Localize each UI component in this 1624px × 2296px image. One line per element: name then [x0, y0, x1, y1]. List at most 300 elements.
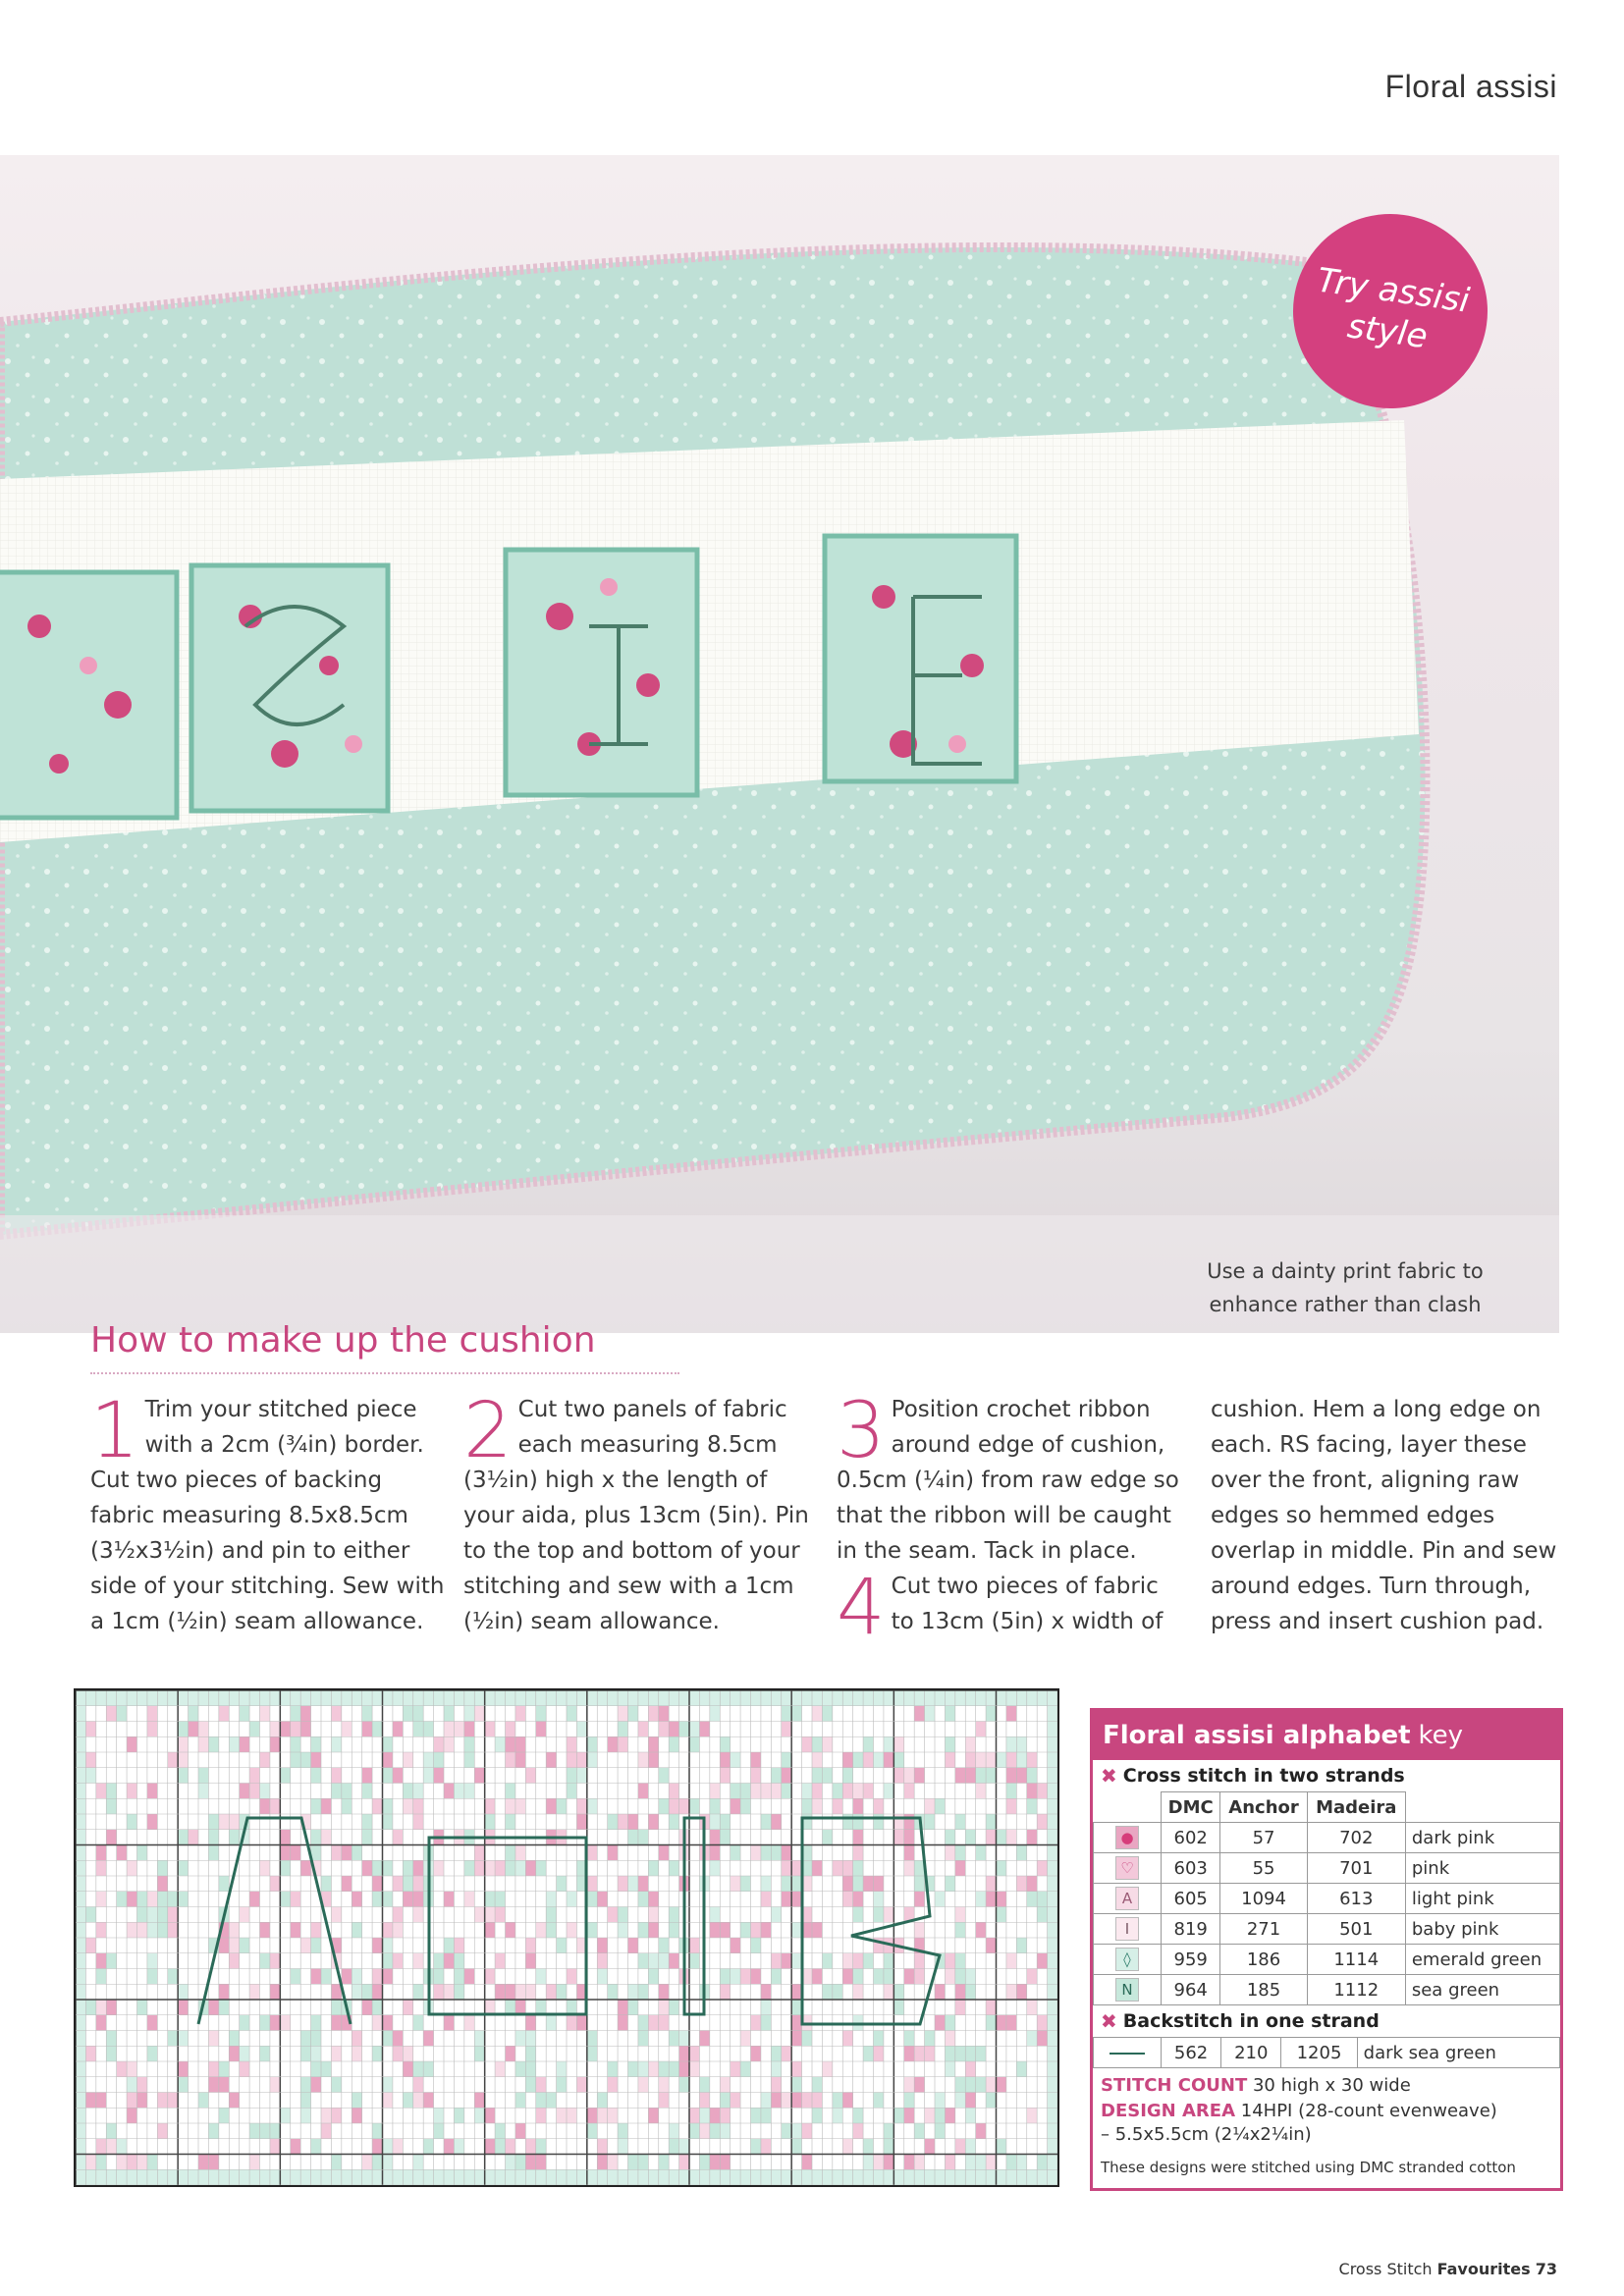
step-number: 1 [90, 1387, 139, 1475]
chart-cell [791, 2000, 801, 2015]
chart-cell [822, 1706, 832, 1722]
chart-cell [648, 1892, 658, 1907]
chart-cell [403, 2046, 412, 2061]
chart-cell [648, 1860, 658, 1876]
chart-cell [127, 2169, 136, 2185]
chart-cell [1037, 1814, 1047, 1830]
stitch-count-label: STITCH COUNT [1101, 2075, 1248, 2096]
chart-cell [761, 1784, 771, 1799]
chart-cell [608, 2169, 618, 2185]
step-text-second: around edge of cushion, [891, 1432, 1165, 1458]
chart-cell [935, 1690, 945, 1706]
chart-cell [853, 1860, 863, 1876]
chart-cell [791, 2015, 801, 2031]
chart-cell [1048, 1830, 1057, 1845]
chart-cell [965, 2169, 975, 2185]
chart-cell [648, 1969, 658, 1985]
thread-symbol-icon: ♡ [1115, 1856, 1139, 1880]
chart-cell [229, 1814, 239, 1830]
chart-cell [506, 1752, 515, 1768]
chart-cell [648, 2015, 658, 2031]
chart-cell [85, 2000, 95, 2015]
chart-cell [1016, 2169, 1026, 2185]
chart-cell [464, 2169, 474, 2185]
chart-cell [1048, 2077, 1057, 2093]
chart-cell [260, 2046, 270, 2061]
chart-cell [669, 2031, 678, 2047]
step-text-continued: cushion. Hem a long edge on each. RS facing, layer these over the front, aligning raw edges so hemmed edges overlap in middle. Pin and sew around edges. Turn through, press and insert cushion pad. [1211, 1397, 1557, 1634]
thread-symbol-icon: ◊ [1115, 1948, 1139, 1971]
chart-cell [699, 1722, 709, 1737]
chart-cell [914, 2155, 924, 2170]
chart-cell [710, 1798, 720, 1814]
chart-cell [761, 2139, 771, 2155]
chart-cell [127, 2155, 136, 2170]
chart-cell [1016, 1752, 1026, 1768]
chart-cell [280, 1860, 290, 1876]
chart-cell [669, 1907, 678, 1923]
chart-cell [249, 1690, 259, 1706]
chart-cell [342, 1876, 352, 1892]
chart-cell [96, 1953, 106, 1969]
chart-cell [536, 1969, 546, 1985]
chart-cell [423, 1752, 433, 1768]
chart-cell [986, 1706, 996, 1722]
chart-cell [147, 2046, 157, 2061]
chart-cell [331, 1690, 341, 1706]
chart-cell [189, 1706, 198, 1722]
chart-cell [198, 2155, 208, 2170]
chart-cell [147, 1892, 157, 1907]
chart-cell [444, 1892, 454, 1907]
chart-cell [751, 2139, 761, 2155]
chart-cell [229, 2093, 239, 2109]
chart-cell [771, 1845, 781, 1861]
chart-cell [1048, 2015, 1057, 2031]
chart-cell [986, 1768, 996, 1784]
chart-cell [751, 2046, 761, 2061]
chart-cell [423, 2139, 433, 2155]
chart-cell [669, 2139, 678, 2155]
chart-cell [945, 1736, 954, 1752]
step-text-second: each measuring 8.5cm [517, 1432, 778, 1458]
chart-cell [300, 2108, 310, 2123]
chart-cell [802, 2093, 812, 2109]
chart-cell [782, 1876, 791, 1892]
chart-cell [628, 1984, 638, 2000]
chart-cell [628, 2061, 638, 2077]
chart-cell [240, 1907, 249, 1923]
chart-cell [76, 1876, 85, 1892]
chart-cell [1016, 1736, 1026, 1752]
chart-cell [976, 1922, 986, 1938]
chart-cell [976, 1690, 986, 1706]
chart-cell [240, 1784, 249, 1799]
chart-cell [791, 1706, 801, 1722]
chart-cell [659, 2093, 669, 2109]
chart-cell [117, 2155, 127, 2170]
chart-cell [85, 1768, 95, 1784]
chart-cell [965, 1736, 975, 1752]
thread-symbol-cell [1094, 1975, 1162, 2005]
chart-cell [106, 2123, 116, 2139]
chart-cell [659, 1953, 669, 1969]
chart-cell [997, 2169, 1006, 2185]
chart-cell [515, 2169, 525, 2185]
chart-cell [106, 1830, 116, 1845]
chart-cell [955, 2093, 965, 2109]
chart-cell [434, 2123, 444, 2139]
chart-cell [659, 1845, 669, 1861]
chart-cell [413, 1892, 423, 1907]
chart-cell [178, 1736, 188, 1752]
chart-cell [311, 1938, 321, 1953]
chart-cell [699, 2093, 709, 2109]
chart-cell [208, 2061, 218, 2077]
chart-cell [219, 1690, 229, 1706]
cross-stitch-chart [74, 1688, 1059, 2187]
chart-cell [178, 1860, 188, 1876]
chart-cell [157, 2093, 167, 2109]
chart-cell [495, 1953, 505, 1969]
chart-cell [300, 2093, 310, 2109]
chart-cell [117, 2139, 127, 2155]
chart-cell [270, 2123, 280, 2139]
chart-cell [638, 2031, 648, 2047]
chart-cell [525, 2139, 535, 2155]
chart-cell [782, 1860, 791, 1876]
chart-cell [628, 2000, 638, 2015]
chart-cell [587, 1845, 597, 1861]
chart-cell [311, 1752, 321, 1768]
chart-cell [413, 1784, 423, 1799]
chart-cell [648, 1736, 658, 1752]
chart-cell [178, 1892, 188, 1907]
chart-cell [506, 1798, 515, 1814]
chart-cell [904, 1830, 914, 1845]
chart-cell [96, 2000, 106, 2015]
chart-cell [771, 1690, 781, 1706]
chart-cell [383, 1798, 393, 1814]
chart-cell [372, 1690, 382, 1706]
chart-cell [576, 1768, 586, 1784]
chart-cell [525, 1953, 535, 1969]
chart-cell [444, 2015, 454, 2031]
chart-cell [955, 2139, 965, 2155]
chart-cell [372, 1876, 382, 1892]
chart-cell [444, 1722, 454, 1737]
chart-cell [597, 1690, 607, 1706]
chart-cell [699, 2169, 709, 2185]
chart-cell [976, 2077, 986, 2093]
thread-name: emerald green [1405, 1945, 1559, 1975]
chart-cell [219, 1984, 229, 2000]
chart-cell [874, 1798, 884, 1814]
chart-cell [506, 1722, 515, 1737]
step-column-2 [463, 1387, 822, 1639]
thread-symbol-icon: I [1115, 1917, 1139, 1941]
chart-cell [137, 1690, 147, 1706]
chart-cell [1048, 1752, 1057, 1768]
chart-cell [893, 1768, 903, 1784]
chart-cell [495, 1907, 505, 1923]
chart-cell [393, 2169, 403, 2185]
chart-cell [352, 2046, 361, 2061]
chart-cell [720, 1830, 730, 1845]
chart-cell [791, 1860, 801, 1876]
chart-cell [782, 1706, 791, 1722]
chart-cell [965, 1830, 975, 1845]
footer-issue: Favourites [1436, 2260, 1531, 2278]
chart-cell [249, 2155, 259, 2170]
chart-cell [720, 1814, 730, 1830]
chart-cell [1006, 1752, 1016, 1768]
chart-cell [782, 1690, 791, 1706]
chart-cell [106, 2031, 116, 2047]
chart-cell [464, 1752, 474, 1768]
chart-cell [669, 2000, 678, 2015]
chart-cell [147, 1814, 157, 1830]
thread-anchor: 186 [1220, 1945, 1307, 1975]
chart-cell [731, 2169, 740, 2185]
step-text-rest: (3½in) high x the length of your aida, plus 13cm (5in). Pin to the top and bottom of your stitching and sew with a 1cm (½in) seam allowance. [463, 1468, 809, 1634]
chart-cell [997, 2015, 1006, 2031]
chart-cell [485, 2139, 495, 2155]
chart-cell [260, 1690, 270, 1706]
badge-line1: Try assisi [1314, 260, 1472, 321]
chart-cell [240, 1736, 249, 1752]
cushion-photo [0, 155, 1559, 1333]
chart-cell [106, 2139, 116, 2155]
chart-cell [1016, 1768, 1026, 1784]
chart-cell [147, 1722, 157, 1737]
chart-cell [628, 1814, 638, 1830]
chart-cell [914, 2077, 924, 2093]
chart-cell [506, 2046, 515, 2061]
chart-cell [515, 1706, 525, 1722]
chart-cell [853, 1784, 863, 1799]
chart-cell [198, 1768, 208, 1784]
chart-cell [710, 1706, 720, 1722]
chart-cell [85, 2169, 95, 2185]
chart-cell [1006, 1690, 1016, 1706]
chart-cell [771, 1907, 781, 1923]
chart-cell [884, 2139, 893, 2155]
chart-cell [260, 2015, 270, 2031]
chart-cell [1027, 1798, 1037, 1814]
chart-cell [536, 2139, 546, 2155]
chart-cell [413, 2015, 423, 2031]
chart-cell [740, 1798, 750, 1814]
chart-cell [474, 2169, 484, 2185]
chart-cell [331, 2015, 341, 2031]
chart-cell [842, 1860, 852, 1876]
chart-cell [761, 1814, 771, 1830]
chart-cell [1037, 2169, 1047, 2185]
chart-cell [557, 1690, 567, 1706]
chart-cell [96, 2093, 106, 2109]
chart-cell [576, 1752, 586, 1768]
chart-cell [597, 1969, 607, 1985]
chart-cell [536, 1690, 546, 1706]
chart-cell [567, 1922, 576, 1938]
chart-cell [587, 1798, 597, 1814]
chart-cell [506, 2169, 515, 2185]
chart-cell [842, 1953, 852, 1969]
chart-cell [270, 1876, 280, 1892]
chart-cell [567, 1690, 576, 1706]
chart-cell [342, 1845, 352, 1861]
chart-cell [771, 1814, 781, 1830]
chart-cell [914, 2169, 924, 2185]
chart-cell [965, 2061, 975, 2077]
chart-cell [751, 2169, 761, 2185]
caption-line2: enhance rather than clash [1209, 1293, 1482, 1316]
chart-cell [260, 1784, 270, 1799]
chart-cell [525, 2155, 535, 2170]
thread-key [1090, 1708, 1563, 2191]
chart-cell [495, 2139, 505, 2155]
chart-cell [506, 1690, 515, 1706]
chart-cell [311, 1798, 321, 1814]
chart-cell [731, 1845, 740, 1861]
chart-cell [976, 1752, 986, 1768]
chart-cell [506, 1922, 515, 1938]
chart-cell [1016, 1938, 1026, 1953]
chart-cell [219, 2000, 229, 2015]
column-header-dmc: DMC [1162, 1792, 1220, 1823]
chart-cell [597, 2093, 607, 2109]
chart-cell [506, 1860, 515, 1876]
chart-cell [782, 2169, 791, 2185]
chart-cell [731, 2061, 740, 2077]
chart-cell [1037, 2155, 1047, 2170]
chart-cell [720, 2108, 730, 2123]
chart-cell [557, 1876, 567, 1892]
step-text-first: Cut two panels of fabric [517, 1397, 787, 1422]
chart-cell [618, 2015, 627, 2031]
chart-cell [311, 2061, 321, 2077]
chart-cell [628, 1876, 638, 1892]
chart-cell [740, 1876, 750, 1892]
chart-cell [96, 2169, 106, 2185]
chart-cell [567, 2108, 576, 2123]
chart-cell [1027, 1784, 1037, 1799]
chart-cell [198, 2169, 208, 2185]
chart-cell [393, 1722, 403, 1737]
chart-cell [884, 1907, 893, 1923]
chart-cell [822, 1953, 832, 1969]
chart-cell [597, 1938, 607, 1953]
backstitch-anchor: 210 [1221, 2038, 1281, 2068]
chart-cell [198, 1736, 208, 1752]
chart-cell [525, 2046, 535, 2061]
chart-cell [648, 1953, 658, 1969]
chart-cell [782, 1784, 791, 1799]
chart-cell [178, 1722, 188, 1737]
chart-cell [1006, 2155, 1016, 2170]
chart-cell [240, 2169, 249, 2185]
chart-cell [485, 1907, 495, 1923]
chart-cell [515, 2093, 525, 2109]
chart-cell [106, 1798, 116, 1814]
chart-cell [874, 1969, 884, 1985]
chart-cell [791, 1984, 801, 2000]
chart-cell [76, 2000, 85, 2015]
chart-cell [311, 2169, 321, 2185]
chart-cell [536, 2000, 546, 2015]
chart-cell [720, 1984, 730, 2000]
chart-cell [782, 1768, 791, 1784]
chart-cell [208, 1845, 218, 1861]
chart-cell [791, 1892, 801, 1907]
chart-cell [802, 1690, 812, 1706]
chart-cell [648, 1706, 658, 1722]
chart-cell [965, 2093, 975, 2109]
chart-cell [608, 2077, 618, 2093]
thread-dmc: 602 [1162, 1823, 1220, 1853]
key-title-bold: Floral assisi alphabet [1103, 1721, 1411, 1750]
chart-cell [1037, 1784, 1047, 1799]
chart-cell [454, 1984, 463, 2000]
chart-cell [280, 1830, 290, 1845]
thread-table [1093, 1791, 1560, 2005]
chart-cell [300, 2046, 310, 2061]
chart-cell [157, 1876, 167, 1892]
chart-cell [557, 2169, 567, 2185]
chart-cell [628, 1706, 638, 1722]
chart-cell [1048, 2123, 1057, 2139]
chart-cell [955, 1907, 965, 1923]
chart-cell [147, 2155, 157, 2170]
chart-cell [925, 1690, 935, 1706]
chart-cell [240, 1706, 249, 1722]
chart-cell [965, 1768, 975, 1784]
chart-cell [659, 1984, 669, 2000]
chart-cell [659, 2169, 669, 2185]
chart-cell [1027, 2169, 1037, 2185]
chart-cell [403, 1876, 412, 1892]
backstitch-line-cell [1094, 2038, 1162, 2068]
chart-cell [280, 1722, 290, 1737]
chart-cell [331, 1845, 341, 1861]
chart-cell [812, 2169, 822, 2185]
chart-cell [853, 2123, 863, 2139]
chart-cell [249, 2123, 259, 2139]
chart-cell [1048, 2169, 1057, 2185]
chart-cell [229, 1690, 239, 1706]
chart-cell [628, 2169, 638, 2185]
chart-cell [833, 1860, 842, 1876]
chart-cell [914, 2046, 924, 2061]
chart-cell [761, 1892, 771, 1907]
chart-cell [740, 2061, 750, 2077]
chart-cell [638, 1953, 648, 1969]
chart-cell [914, 1876, 924, 1892]
chart-cell [208, 2169, 218, 2185]
chart-cell [669, 1784, 678, 1799]
chart-cell [383, 2015, 393, 2031]
chart-cell [997, 1830, 1006, 1845]
chart-cell [240, 1938, 249, 1953]
chart-cell [189, 2169, 198, 2185]
chart-cell [464, 1706, 474, 1722]
chart-cell [362, 1814, 372, 1830]
chart-cell [147, 1953, 157, 1969]
chart-cell [1048, 2108, 1057, 2123]
chart-cell [300, 1860, 310, 1876]
chart-cell [587, 1690, 597, 1706]
